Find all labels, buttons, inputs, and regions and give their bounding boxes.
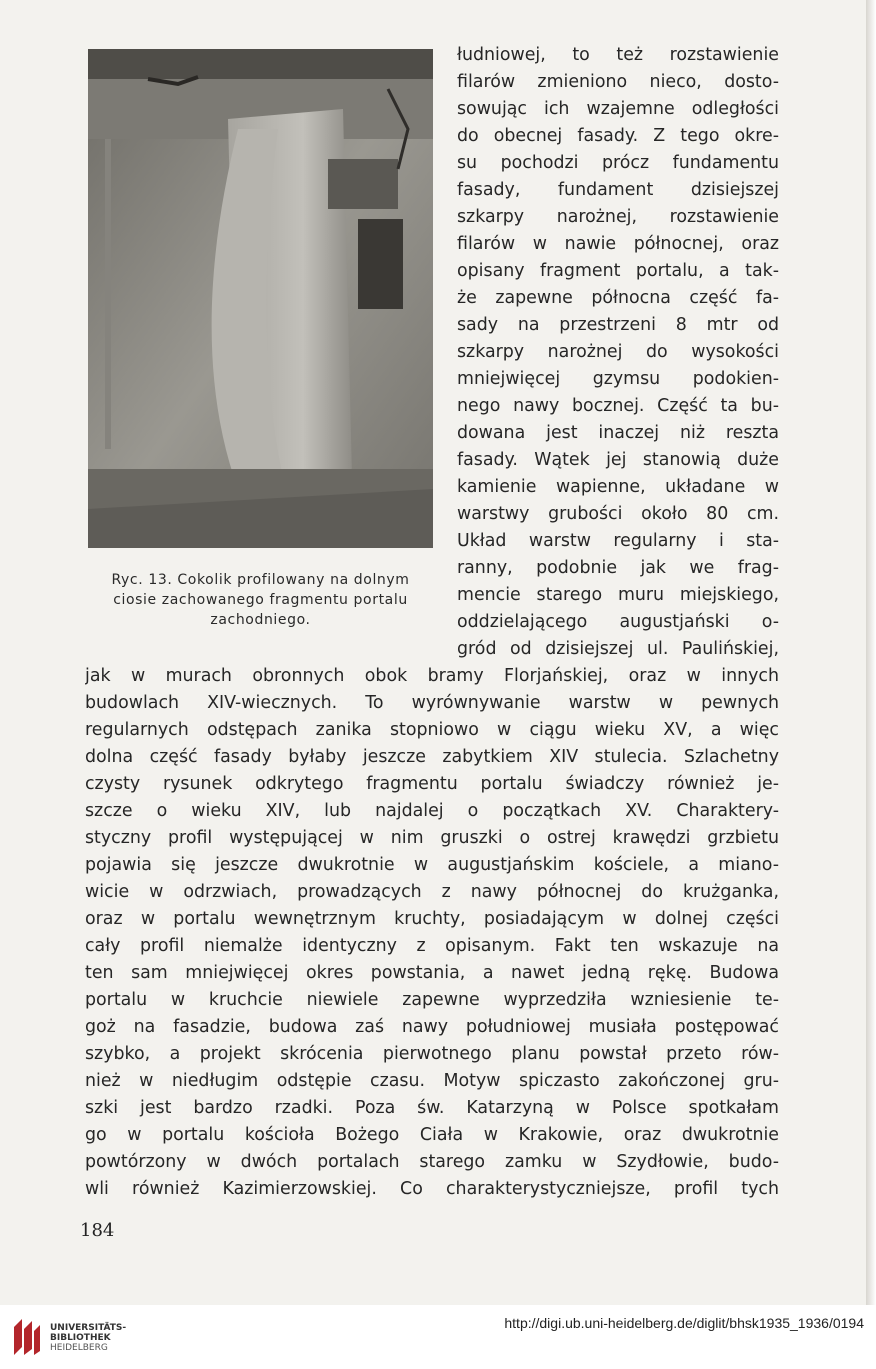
text-line: nież w niedługim odstępie czasu. Motyw spiczasto zakończonej gru-: [85, 1071, 779, 1091]
text-line: wicie w odrzwiach, prowadzących z nawy północnej do krużganka,: [85, 882, 779, 902]
page-edge: [866, 0, 876, 1305]
text-line: filarów zmieniono nieco, dosto-: [457, 72, 779, 92]
text-line: kamienie wapienne, układane w: [457, 477, 779, 497]
text-line: oddzielającego augustjański o-: [457, 612, 779, 632]
logo-line: HEIDELBERG: [50, 1343, 108, 1353]
text-line: łudniowej, to też rozstawienie: [457, 45, 779, 65]
library-logo-text: [50, 1323, 126, 1353]
text-line: go w portalu kościoła Bożego Ciała w Krakowie, oraz dwukrotnie: [85, 1125, 779, 1145]
text-line: ten sam mniejwięcej okres powstania, a nawet jedną rękę. Budowa: [85, 963, 779, 983]
text-line: wli również Kazimierzowskiej. Co charakterystyczniejsze, profil tych: [85, 1179, 779, 1199]
text-line: że zapewne północna część fa-: [457, 288, 779, 308]
text-line: ranny, podobnie jak we frag-: [457, 558, 779, 578]
text-line: styczny profil występującej w nim gruszki o ostrej krawędzi grzbietu: [85, 828, 779, 848]
text-line: dowana jest inaczej niż reszta: [457, 423, 779, 443]
text-line: szybko, a projekt skrócenia pierwotnego planu powstał przeto rów-: [85, 1044, 779, 1064]
text-line: gród od dzisiejszej ul. Paulińskiej,: [457, 639, 779, 659]
text-line: powtórzony w dwóch portalach starego zamku w Szydłowie, budo-: [85, 1152, 779, 1172]
text-line: su pochodzi prócz fundamentu: [457, 153, 779, 173]
text-line: fasady, fundament dzisiejszej: [457, 180, 779, 200]
text-line: regularnych odstępach zanika stopniowo w ciągu wieku XV, a więc: [85, 720, 779, 740]
library-logo-icon: [12, 1317, 42, 1357]
figure-photo: [88, 49, 433, 548]
logo-line: BIBLIOTHEK: [50, 1333, 111, 1343]
text-line: mencie starego muru miejskiego,: [457, 585, 779, 605]
caption-line: zachodniego.: [210, 612, 311, 628]
source-url-link[interactable]: http://digi.ub.uni-heidelberg.de/diglit/bhsk1935_1936/0194: [504, 1315, 864, 1331]
text-line: do obecnej fasady. Z tego okre-: [457, 126, 779, 146]
text-line: sowując ich wzajemne odległości: [457, 99, 779, 119]
text-line: mniejwięcej gzymsu podokien-: [457, 369, 779, 389]
logo-line: UNIVERSITÄTS-: [50, 1323, 127, 1333]
text-line: jak w murach obronnych obok bramy Florjańskiej, oraz w innych: [85, 666, 779, 686]
text-line: oraz w portalu wewnętrznym kruchty, posiadającym w dolnej części: [85, 909, 779, 929]
stone-fragment-photo: [88, 49, 433, 548]
text-line: szki jest bardzo rzadki. Poza św. Katarzyną w Polsce spotkałam: [85, 1098, 779, 1118]
text-line: szcze o wieku XIV, lub najdalej o początkach XV. Charaktery-: [85, 801, 779, 821]
text-line: fasady. Wątek jej stanowią duże: [457, 450, 779, 470]
text-line: cały profil niemalże identyczny z opisanym. Fakt ten wskazuje na: [85, 936, 779, 956]
text-line: sady na przestrzeni 8 mtr od: [457, 315, 779, 335]
text-line: portalu w kruchcie niewiele zapewne wyprzedziła wzniesienie te-: [85, 990, 779, 1010]
text-line: czysty rysunek odkrytego fragmentu portalu świadczy również je-: [85, 774, 779, 794]
text-line: filarów w nawie północnej, oraz: [457, 234, 779, 254]
text-line: nego nawy bocznej. Część ta bu-: [457, 396, 779, 416]
caption-line: Ryc. 13. Cokolik profilowany na dolnym: [111, 572, 410, 588]
figure-caption: [88, 570, 433, 630]
text-line: warstwy grubości około 80 cm.: [457, 504, 779, 524]
text-line: pojawia się jeszcze dwukrotnie w augustjańskim kościele, a miano-: [85, 855, 779, 875]
text-line: Układ warstw regularny i sta-: [457, 531, 779, 551]
footer-bar: [0, 1305, 876, 1369]
text-line: opisany fragment portalu, a tak-: [457, 261, 779, 281]
text-line: dolna część fasady byłaby jeszcze zabytkiem XIV stulecia. Szlachetny: [85, 747, 779, 767]
text-line: goż na fasadzie, budowa zaś nawy południowej musiała postępować: [85, 1017, 779, 1037]
page-number: 184: [80, 1220, 115, 1241]
text-line: szkarpy narożnej, rozstawienie: [457, 207, 779, 227]
text-line: budowlach XIV-wiecznych. To wyrównywanie warstw w pewnych: [85, 693, 779, 713]
text-line: szkarpy narożnej do wysokości: [457, 342, 779, 362]
caption-line: ciosie zachowanego fragmentu portalu: [113, 592, 408, 608]
